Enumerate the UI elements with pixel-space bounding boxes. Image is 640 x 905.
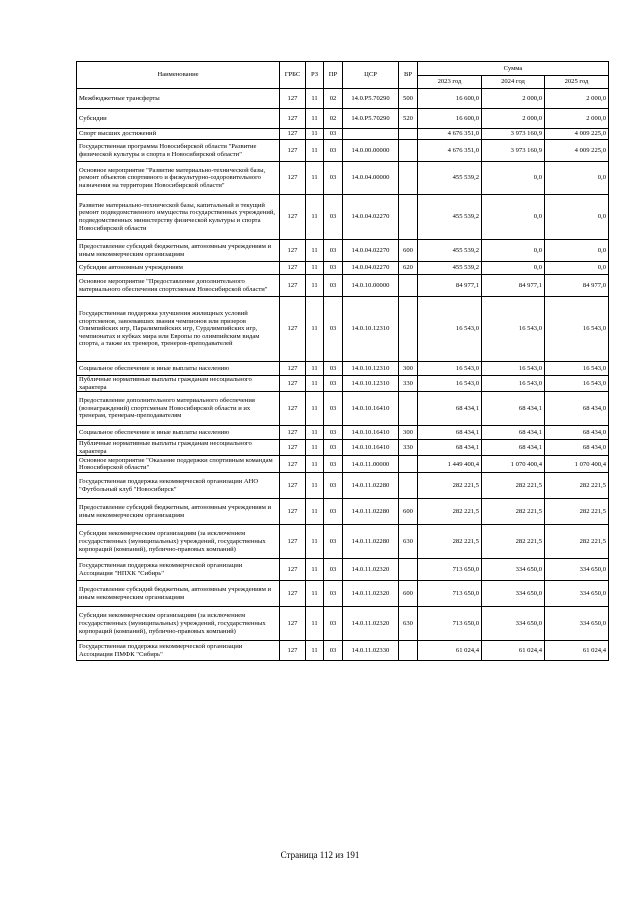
cell-grbs: 127 [280,559,306,581]
cell-vr [399,275,418,297]
cell-name: Субсидии автономным учреждениям [77,262,280,275]
cell-sum-2025: 0,0 [545,262,609,275]
cell-csr: 14.0.10.16410 [343,392,399,426]
cell-sum-2025: 282 221,5 [545,525,609,559]
cell-sum-2023: 84 977,1 [418,275,482,297]
table-row [77,559,609,581]
cell-sum-2024: 0,0 [482,162,545,195]
cell-rz: 11 [306,140,324,162]
table-row [77,162,609,195]
cell-name: Государственная поддержка некоммерческой организации АНО "Футбольный клуб "Новосибирск" [77,473,280,499]
cell-sum-2025: 4 009 225,0 [545,140,609,162]
cell-csr: 14.0.10.16410 [343,440,399,456]
cell-rz: 11 [306,162,324,195]
cell-csr: 14.0.10.00000 [343,275,399,297]
cell-rz: 11 [306,376,324,392]
cell-sum-2025: 0,0 [545,162,609,195]
cell-sum-2024: 16 543,0 [482,376,545,392]
cell-vr: 600 [399,581,418,607]
cell-sum-2025: 68 434,0 [545,426,609,440]
cell-grbs: 127 [280,641,306,661]
cell-sum-2024: 84 977,1 [482,275,545,297]
cell-rz: 11 [306,559,324,581]
cell-sum-2023: 713 650,0 [418,607,482,641]
cell-name: Государственная программа Новосибирской области "Развитие физической культуры и спорта в Новосибирской области" [77,140,280,162]
header-year-2023: 2023 год [418,76,482,89]
cell-rz: 11 [306,641,324,661]
cell-grbs: 127 [280,240,306,262]
cell-pr: 03 [324,499,343,525]
cell-sum-2024: 334 650,0 [482,607,545,641]
cell-sum-2023: 282 221,5 [418,473,482,499]
table-row [77,140,609,162]
cell-sum-2025: 84 977,0 [545,275,609,297]
cell-name: Субсидии некоммерческим организациям (за исключением государственных (муниципальных) учреждений, государственных корпораций (компаний), публично-правовых компаний) [77,525,280,559]
cell-sum-2024: 68 434,1 [482,440,545,456]
cell-csr: 14.0.04.02270 [343,195,399,240]
cell-grbs: 127 [280,376,306,392]
cell-rz: 11 [306,499,324,525]
cell-grbs: 127 [280,456,306,473]
cell-sum-2025: 68 434,0 [545,392,609,426]
cell-vr [399,641,418,661]
cell-csr: 14.0.11.02330 [343,641,399,661]
cell-vr [399,297,418,362]
cell-name: Предоставление субсидий бюджетным, автономным учреждениям и иным некоммерческим организациям [77,499,280,525]
cell-sum-2024: 2 000,0 [482,109,545,129]
cell-rz: 11 [306,275,324,297]
cell-sum-2023: 455 539,2 [418,162,482,195]
cell-pr: 03 [324,426,343,440]
cell-sum-2025: 334 650,0 [545,607,609,641]
cell-csr: 14.0.11.02280 [343,473,399,499]
cell-sum-2025: 2 000,0 [545,109,609,129]
header-sum: Сумма [418,62,609,76]
cell-sum-2023: 16 543,0 [418,362,482,376]
cell-sum-2023: 16 600,0 [418,109,482,129]
table-row [77,641,609,661]
cell-grbs: 127 [280,499,306,525]
cell-pr: 03 [324,440,343,456]
cell-pr: 03 [324,129,343,140]
cell-grbs: 127 [280,262,306,275]
cell-csr: 14.0.11.02320 [343,581,399,607]
cell-vr: 620 [399,262,418,275]
cell-csr: 14.0.10.12310 [343,376,399,392]
cell-csr [343,129,399,140]
cell-rz: 11 [306,525,324,559]
cell-csr: 14.0.04.02270 [343,262,399,275]
table-row [77,109,609,129]
table-row [77,392,609,426]
cell-name: Субсидии некоммерческим организациям (за исключением государственных (муниципальных) учреждений, государственных корпораций (компаний), публично-правовых компаний) [77,607,280,641]
table-row [77,275,609,297]
cell-sum-2025: 282 221,5 [545,473,609,499]
cell-sum-2023: 68 434,1 [418,440,482,456]
cell-grbs: 127 [280,89,306,109]
cell-rz: 11 [306,581,324,607]
table-row [77,297,609,362]
cell-csr: 14.0.11.02320 [343,559,399,581]
cell-grbs: 127 [280,426,306,440]
cell-sum-2025: 2 000,0 [545,89,609,109]
cell-sum-2025: 16 543,0 [545,297,609,362]
page-number: Страница 112 из 191 [280,850,360,860]
cell-pr: 03 [324,473,343,499]
cell-vr: 600 [399,499,418,525]
cell-rz: 11 [306,89,324,109]
cell-csr: 14.0.04.02270 [343,240,399,262]
cell-sum-2023: 16 600,0 [418,89,482,109]
cell-csr: 14.0.11.02280 [343,499,399,525]
cell-vr: 630 [399,525,418,559]
cell-csr: 14.0.10.16410 [343,426,399,440]
cell-vr: 500 [399,89,418,109]
cell-grbs: 127 [280,525,306,559]
cell-rz: 11 [306,195,324,240]
cell-sum-2023: 282 221,5 [418,499,482,525]
cell-sum-2024: 334 650,0 [482,581,545,607]
cell-pr: 02 [324,89,343,109]
cell-vr [399,162,418,195]
cell-vr [399,195,418,240]
cell-sum-2025: 334 650,0 [545,559,609,581]
cell-vr: 600 [399,240,418,262]
header-year-2024: 2024 год [482,76,545,89]
table-row [77,456,609,473]
header-year-2025: 2025 год [545,76,609,89]
cell-sum-2023: 4 676 351,0 [418,140,482,162]
cell-sum-2023: 16 543,0 [418,297,482,362]
cell-name: Публичные нормативные выплаты гражданам несоциального характера [77,440,280,456]
cell-pr: 03 [324,140,343,162]
cell-vr: 520 [399,109,418,129]
cell-grbs: 127 [280,140,306,162]
cell-name: Социальное обеспечение и иные выплаты населению [77,426,280,440]
cell-rz: 11 [306,607,324,641]
header-vr: ВР [399,62,418,89]
cell-rz: 11 [306,473,324,499]
cell-sum-2023: 68 434,1 [418,392,482,426]
cell-grbs: 127 [280,275,306,297]
cell-grbs: 127 [280,362,306,376]
table-row [77,376,609,392]
cell-sum-2024: 2 000,0 [482,89,545,109]
cell-vr [399,559,418,581]
cell-csr: 14.0.11.02280 [343,525,399,559]
cell-sum-2024: 68 434,1 [482,426,545,440]
cell-name: Основное мероприятие "Оказание поддержки спортивным командам Новосибирской области" [77,456,280,473]
cell-rz: 11 [306,456,324,473]
cell-sum-2025: 4 009 225,0 [545,129,609,140]
cell-sum-2023: 16 543,0 [418,376,482,392]
budget-table [76,61,609,661]
cell-name: Государственная поддержка некоммерческой организации Ассоциация "НПХК "Сибирь" [77,559,280,581]
cell-rz: 11 [306,440,324,456]
cell-sum-2024: 282 221,5 [482,499,545,525]
cell-sum-2025: 0,0 [545,240,609,262]
table-row [77,473,609,499]
cell-sum-2024: 0,0 [482,262,545,275]
header-pr: ПР [324,62,343,89]
cell-pr: 03 [324,275,343,297]
cell-name: Спорт высших достижений [77,129,280,140]
cell-csr: 14.0.11.02320 [343,607,399,641]
cell-sum-2023: 4 676 351,0 [418,129,482,140]
cell-csr: 14.0.10.12310 [343,362,399,376]
cell-vr [399,456,418,473]
cell-name: Публичные нормативные выплаты гражданам несоциального характера [77,376,280,392]
cell-sum-2025: 334 650,0 [545,581,609,607]
cell-name: Предоставление дополнительного материального обеспечения (вознаграждений) спортсменам Новосибирской области и их тренерам, тренерам-преподавателям [77,392,280,426]
cell-pr: 03 [324,162,343,195]
cell-vr [399,129,418,140]
cell-grbs: 127 [280,162,306,195]
table-row [77,240,609,262]
table-row [77,499,609,525]
cell-csr: 14.0.11.00000 [343,456,399,473]
cell-pr: 03 [324,297,343,362]
cell-sum-2024: 16 543,0 [482,362,545,376]
table-row [77,262,609,275]
cell-vr: 300 [399,362,418,376]
cell-pr: 03 [324,607,343,641]
cell-sum-2024: 3 973 160,9 [482,129,545,140]
cell-name: Социальное обеспечение и иные выплаты населению [77,362,280,376]
cell-grbs: 127 [280,109,306,129]
cell-pr: 03 [324,362,343,376]
cell-pr: 03 [324,456,343,473]
cell-name: Государственная поддержка некоммерческой организации Ассоциация ПМФК "Сибирь" [77,641,280,661]
table-row [77,440,609,456]
cell-sum-2023: 713 650,0 [418,581,482,607]
cell-vr: 300 [399,426,418,440]
cell-name: Государственная поддержка улучшения жилищных условий спортсменов, завоевавших звания чемпионов или призеров Олимпийских игр, Паралимпийских игр, Сурдлимпийских игр, чемпионатах и кубках мира или Европы по олимпийским видам спорта, а также их тренеров, тренеров-преподавателей [77,297,280,362]
cell-sum-2023: 282 221,5 [418,525,482,559]
cell-name: Предоставление субсидий бюджетным, автономным учреждениям и иным некоммерческим организациям [77,581,280,607]
cell-grbs: 127 [280,129,306,140]
cell-vr [399,473,418,499]
cell-rz: 11 [306,362,324,376]
cell-name: Межбюджетные трансферты [77,89,280,109]
cell-sum-2025: 1 070 400,4 [545,456,609,473]
cell-name: Основное мероприятие "Развитие материально-технической базы, ремонт объектов спортивного и физкультурно-оздоровительного назначения на территории Новосибирской области" [77,162,280,195]
cell-name: Развитие материально-технической базы, капитальный и текущий ремонт подведомственного имущества государственных учреждений, подведомственных министерству физической культуры и спорта Новосибирской области [77,195,280,240]
cell-sum-2024: 0,0 [482,240,545,262]
cell-grbs: 127 [280,392,306,426]
cell-rz: 11 [306,262,324,275]
table-row [77,129,609,140]
cell-pr: 03 [324,581,343,607]
cell-sum-2023: 1 449 400,4 [418,456,482,473]
cell-sum-2025: 282 221,5 [545,499,609,525]
table-row [77,607,609,641]
cell-name: Предоставление субсидий бюджетным, автономным учреждениям и иным некоммерческим организациям [77,240,280,262]
cell-vr [399,392,418,426]
cell-sum-2025: 68 434,0 [545,440,609,456]
cell-grbs: 127 [280,607,306,641]
cell-sum-2023: 455 539,2 [418,262,482,275]
cell-pr: 03 [324,392,343,426]
cell-sum-2024: 334 650,0 [482,559,545,581]
header-csr: ЦСР [343,62,399,89]
cell-csr: 14.0.P5.70290 [343,89,399,109]
cell-rz: 11 [306,129,324,140]
cell-pr: 03 [324,376,343,392]
header-name: Наименование [77,62,280,89]
header-grbs: ГРБС [280,62,306,89]
cell-pr: 03 [324,559,343,581]
cell-csr: 14.0.P5.70290 [343,109,399,129]
cell-rz: 11 [306,297,324,362]
cell-pr: 03 [324,525,343,559]
cell-csr: 14.0.00.00000 [343,140,399,162]
header-rz: РЗ [306,62,324,89]
cell-sum-2024: 16 543,0 [482,297,545,362]
cell-pr: 03 [324,262,343,275]
cell-rz: 11 [306,426,324,440]
cell-sum-2025: 16 543,0 [545,376,609,392]
cell-csr: 14.0.10.12310 [343,297,399,362]
cell-grbs: 127 [280,195,306,240]
cell-grbs: 127 [280,297,306,362]
cell-sum-2023: 455 539,2 [418,195,482,240]
cell-pr: 03 [324,641,343,661]
cell-sum-2023: 713 650,0 [418,559,482,581]
cell-pr: 03 [324,240,343,262]
cell-sum-2024: 68 434,1 [482,392,545,426]
cell-pr: 03 [324,195,343,240]
cell-vr: 630 [399,607,418,641]
cell-rz: 11 [306,240,324,262]
cell-sum-2024: 0,0 [482,195,545,240]
cell-sum-2025: 16 543,0 [545,362,609,376]
cell-sum-2024: 282 221,5 [482,473,545,499]
cell-sum-2024: 282 221,5 [482,525,545,559]
table-body [77,89,609,661]
cell-sum-2024: 1 070 400,4 [482,456,545,473]
cell-sum-2025: 61 024,4 [545,641,609,661]
table-row [77,525,609,559]
cell-name: Основное мероприятие "Предоставление дополнительного материального обеспечения спортсменам Новосибирской области" [77,275,280,297]
cell-sum-2024: 61 024,4 [482,641,545,661]
table-row [77,195,609,240]
cell-grbs: 127 [280,581,306,607]
cell-grbs: 127 [280,473,306,499]
table-row [77,426,609,440]
cell-sum-2023: 61 024,4 [418,641,482,661]
cell-name: Субсидии [77,109,280,129]
cell-grbs: 127 [280,440,306,456]
cell-sum-2025: 0,0 [545,195,609,240]
table-row [77,89,609,109]
cell-sum-2023: 68 434,1 [418,426,482,440]
cell-vr: 330 [399,376,418,392]
cell-rz: 11 [306,109,324,129]
table-row [77,581,609,607]
cell-csr: 14.0.04.00000 [343,162,399,195]
cell-sum-2024: 3 973 160,9 [482,140,545,162]
cell-vr: 330 [399,440,418,456]
cell-vr [399,140,418,162]
table-row [77,362,609,376]
cell-pr: 02 [324,109,343,129]
cell-rz: 11 [306,392,324,426]
cell-sum-2023: 455 539,2 [418,240,482,262]
